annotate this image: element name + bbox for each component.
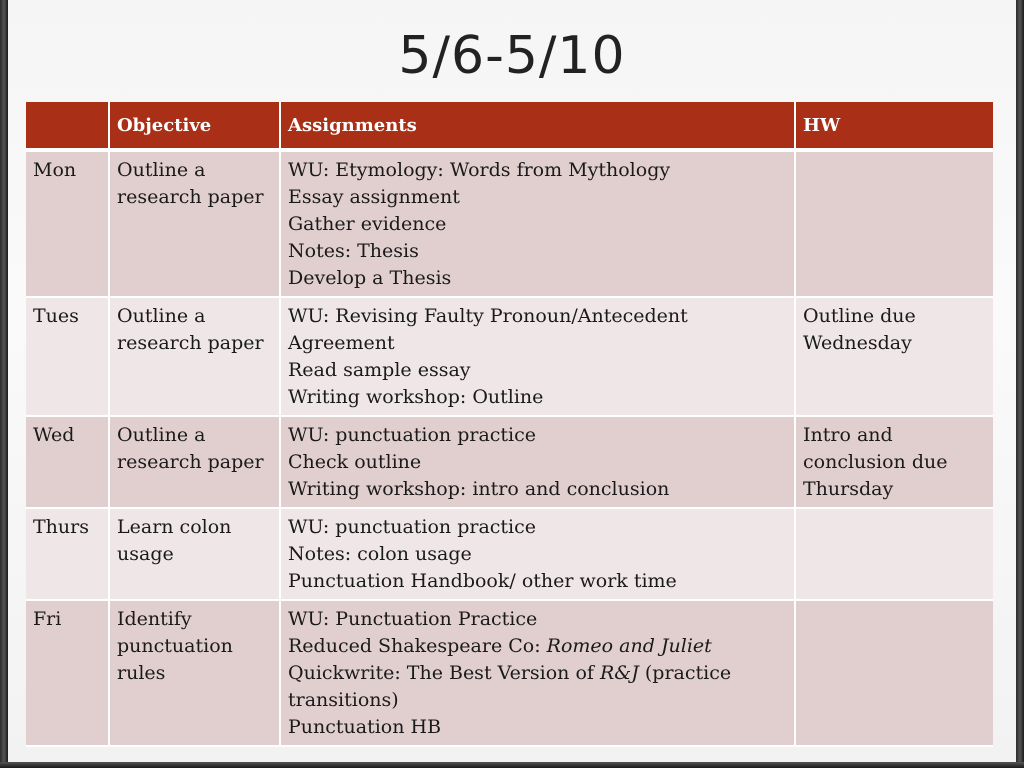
- slide-frame-left: [0, 0, 8, 768]
- header-objective: Objective: [109, 102, 280, 150]
- header-day: [26, 102, 109, 150]
- assignment-item: Writing workshop: intro and conclusion: [288, 478, 670, 500]
- assignment-item: Punctuation Handbook/ other work time: [288, 570, 677, 592]
- assignments-cell: [280, 416, 795, 508]
- objective-cell: Outline a research paper: [109, 416, 280, 508]
- header-hw: HW: [795, 102, 993, 150]
- day-cell: Fri: [26, 600, 109, 746]
- assignment-text: Quickwrite: The Best Version of: [288, 662, 600, 684]
- assignment-text: (practice transitions): [288, 662, 732, 711]
- assignment-item: Develop a Thesis: [288, 267, 452, 289]
- objective-cell: Outline a research paper: [109, 297, 280, 416]
- assignment-item: [288, 660, 787, 714]
- assignment-item: WU: punctuation practice: [288, 516, 537, 538]
- table-row: [26, 297, 993, 416]
- day-cell: Tues: [26, 297, 109, 416]
- hw-cell: [795, 508, 993, 600]
- assignment-item: WU: punctuation practice: [288, 424, 537, 446]
- slide-title: 5/6-5/10: [398, 26, 626, 86]
- table-header-row: [26, 102, 993, 150]
- hw-cell: [795, 600, 993, 746]
- objective-cell: Outline a research paper: [109, 150, 280, 297]
- objective-cell: Identify punctuation rules: [109, 600, 280, 746]
- hw-cell: Outline due Wednesday: [795, 297, 993, 416]
- objective-cell: Learn colon usage: [109, 508, 280, 600]
- assignment-item: WU: Punctuation Practice: [288, 608, 538, 630]
- table-row: [26, 416, 993, 508]
- assignments-cell: [280, 508, 795, 600]
- assignment-text: Reduced Shakespeare Co:: [288, 635, 547, 657]
- hw-cell: [795, 150, 993, 297]
- day-cell: Wed: [26, 416, 109, 508]
- schedule-table: [26, 102, 993, 747]
- day-cell: Mon: [26, 150, 109, 297]
- assignment-item: Punctuation HB: [288, 716, 442, 738]
- table-row: [26, 150, 993, 297]
- assignment-item: Writing workshop: Outline: [288, 386, 544, 408]
- assignment-item: [288, 633, 787, 660]
- assignment-item: WU: Etymology: Words from Mythology: [288, 159, 671, 181]
- assignment-item: Read sample essay: [288, 359, 471, 381]
- assignment-item: Notes: Thesis: [288, 240, 419, 262]
- table-row: [26, 600, 993, 746]
- assignment-item: Notes: colon usage: [288, 543, 472, 565]
- slide-frame-right: [1016, 0, 1024, 768]
- assignment-title-italic: R&J: [599, 662, 639, 684]
- assignments-cell: [280, 150, 795, 297]
- assignment-item: Gather evidence: [288, 213, 447, 235]
- assignments-cell: [280, 600, 795, 746]
- slide-frame-bottom: [0, 762, 1024, 768]
- assignment-item: WU: Revising Faulty Pronoun/Antecedent Agreement: [288, 305, 688, 354]
- hw-cell: Intro and conclusion due Thursday: [795, 416, 993, 508]
- assignment-title-italic: Romeo and Juliet: [546, 635, 712, 657]
- header-assignments: Assignments: [280, 102, 795, 150]
- assignments-cell: [280, 297, 795, 416]
- assignment-item: Check outline: [288, 451, 422, 473]
- day-cell: Thurs: [26, 508, 109, 600]
- table-row: [26, 508, 993, 600]
- assignment-item: Essay assignment: [288, 186, 460, 208]
